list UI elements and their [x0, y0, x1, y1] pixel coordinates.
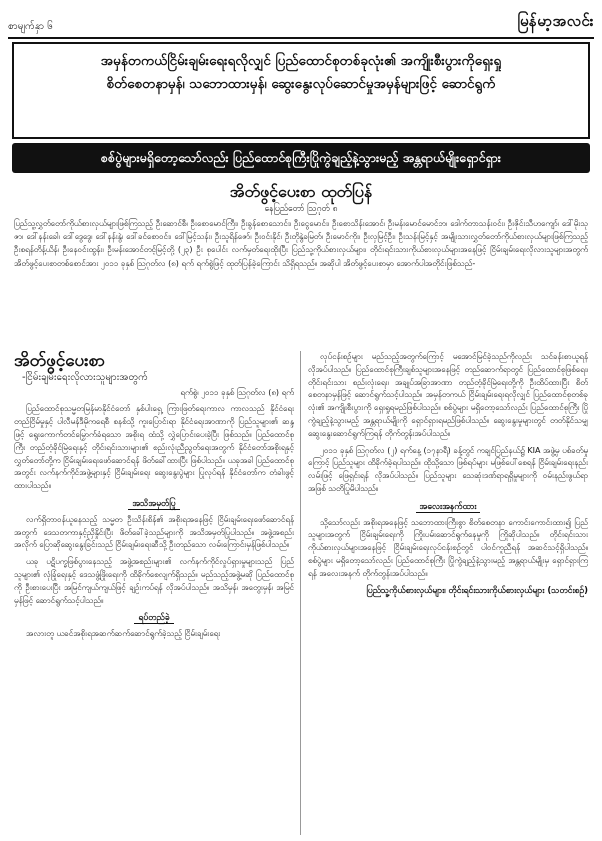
- announcement-title: အိတ်ဖွင့်ပေးစာ ထုတ်ပြန်: [229, 182, 373, 201]
- masthead: မြန်မာ့အလင်း: [517, 12, 594, 30]
- paragraph: အလားတူ ယခင်အစိုးရအဆက်ဆက်ဆောင်ရွက်ခဲ့သည့် ငြိမ်းချမ်းရေး: [26, 629, 221, 639]
- headline-box: [12, 42, 590, 139]
- paragraph: ၂၀၁၁ ခုနှစ် သြဂုတ်လ (၂) ရက်နေ့ (၁၇နာရီ) ခန့်တွင် ကချင်ပြည်နယ်၌ KIA အဖွဲ့မှ ပစ်ခတ်မှုကြောင့် ပြည်သူများ ထိခိုက်ခဲ့ရပါသည်။ ထိုသို့သော ဖြစ်ရပ်များ မဖြစ်ပေါ်စေရန် ငြိမ်းချမ်းရေးနည်းလမ်းဖြင့် ဖြေရှင်းရန် လိုအပ်ပါသည်။ ပြည်သူများ သေဆုံးဒဏ်ရာရရှိမှုများကို ဝမ်းနည်းဖွယ်ရာအဖြစ် သတိပြုမိပါသည်။: [308, 445, 588, 493]
- signature: ပြည်သူ့ကိုယ်စားလှယ်များ၊ တိုင်းရင်းသားကိုယ်စားလှယ်များ (သတင်းစဉ်): [366, 585, 588, 596]
- paragraph: သို့သော်လည်း အစိုးရအနေဖြင့် သဘောထားကြီးစွာ စိတ်စေတနာ ကောင်းကောင်းထား၍ ပြည်သူများအတွက် ငြိမ်းချမ်းရေးကို ကြိုးပမ်းဆောင်ရွက်နေမှုကို ကြိုဆိုပါသည်။ တိုင်းရင်းသားကိုယ်စားလှယ်များအနေဖြင့် ငြိမ်းချမ်းရေးလုပ်ငန်းစဉ်တွင် ပါဝင်ကူညီရန် အဆင်သင့်ရှိပါသည်။ စစ်ပွဲများ မရှိတော့သော်လည်း ပြည်ထောင်စုကြီး ပြိုကွဲချည့်နဲ့သွားမည့် အန္တရာယ်မျိုးမှ ရှောင်ရှားကြရန် အလေးအနက် တိုက်တွန်းအပ်ပါသည်။: [308, 517, 588, 578]
- letter-date: ရက်စွဲ၊ ၂၀၁၁ ခုနှစ် သြဂုတ်လ (၈) ရက်: [180, 387, 294, 397]
- section-heading: ရပ်တည်ခဲ့: [14, 612, 294, 625]
- subheadline-banner: စစ်ပွဲများမရှိတော့သော်လည်း ပြည်ထောင်စုကြီးပြိုကွဲချည့်နဲ့သွားမည့် အန္တရာယ်မျိုးရှောင်ရှား: [12, 143, 590, 173]
- section-heading: အလေးအနက်ထား: [308, 501, 588, 514]
- paragraph: လက်ရှိတာဝန်ယူနေသည့် သမ္မတ ဦးသိန်းစိန်၏ အစိုးရအနေဖြင့် ငြိမ်းချမ်းရေးဖော်ဆောင်ရန်အတွက် ဒေသတကာနှင့်ညှိနှိုင်းပြီး ဖိတ်ခေါ်ခဲ့သည်များကို အသိအမှတ်ပြုပါသည်။ အဖွဲ့အစည်းအလိုက် ပြောဆိုဆွေးနွေးခြင်းသည် ငြိမ်းချမ်းရေးဆီသို့ ဦးတည်သော လမ်းကြောင်းမှန်ဖြစ်ပါသည်။: [14, 514, 294, 550]
- continued-marker: (သတင်းစဉ်): [547, 585, 588, 596]
- left-column: [14, 351, 294, 835]
- paragraph: လုပ်ငန်းစဉ်များ မည်သည့်အတွက်ကြောင့် မအောင်မြင်ခဲ့သည်ကိုလည်း သင်ခန်းစာယူရန် လိုအပ်ပါသည်။ ပြည်ထောင်စုကြီးချစ်သူများအနေဖြင့် တည်ဆောက်ရာတွင် ပြည်ထောင်စုဖြစ်ရေး၊ တိုင်းရင်းသား စည်းလုံးရေး၊ အချုပ်အခြာအာဏာ တည်တံ့ခိုင်မြဲရေးတို့ကို ဦးထိပ်ထားပြီး စိတ်စေတနာမှန်ဖြင့် ဆောင်ရွက်သင့်ပါသည်။ အမှန်တကယ် ငြိမ်းချမ်းရေးရလိုလျှင် ပြည်ထောင်စုတစ်ခုလုံး၏ အကျိုးစီးပွားကို ရှေးရှုရမည်ဖြစ်ပါသည်။ စစ်ပွဲများ မရှိတော့သော်လည်း ပြည်ထောင်စုကြီး ပြိုကွဲချည့်နဲ့သွားမည့် အန္တရာယ်မျိုးကို ရှောင်ရှားရမည်ဖြစ်ပါသည်။ ဆွေးနွေးမှုများတွင် တတ်နိုင်သမျှ ဆွေးနွေးဆောင်ရွက်ကြရန် တိုက်တွန်းအပ်ပါသည်။: [308, 352, 588, 438]
- letter-addressee: -ငြိမ်းချမ်းရေးလိုလားသူများအတွက်: [22, 371, 148, 383]
- paragraph: ပြည်ထောင်စုသမ္မတမြန်မာနိုင်ငံတော် နှစ်ပါးရှေ့ ကြားဖြတ်ရေးကာလ ကာလသည် နိုင်ငံရေးတည်ငြိမ်မှုနှင့် ပါလီမန်ဒီမိုကရေစီ စနစ်သို့ ကူးပြောင်းရာ နိုင်ငံရေးအာဏာကို ပြည်သူများ၏ ဆန္ဒဖြင့် ရွေးကောက်တင်မြှောက်ခံရသော အစိုးရ ထံသို့ လွှဲပြောင်းပေးခဲ့ပြီး ဖြစ်သည်။ ပြည်ထောင်စုကြီး တည်တံ့ခိုင်မြဲရေးနှင့် တိုင်းရင်းသားများ၏ စည်းလုံးညီညွတ်ရေးအတွက် နိုင်ငံတော်အစိုးရနှင့် လွှတ်တော်တို့က ငြိမ်းချမ်းရေးဖော်ဆောင်ရန် ဖိတ်ခေါ်ထားပြီး ဖြစ်ပါသည်။ ယခုအခါ ပြည်ထောင်စုအတွင်း လက်နက်ကိုင်အဖွဲ့များနှင့် ငြိမ်းချမ်းရေး ဆွေးနွေးပွဲများ ပြုလုပ်ရန် နိုင်ငံတော်က တံခါးဖွင့်ထားပါသည်။: [14, 404, 294, 491]
- page-header: [8, 6, 594, 39]
- paragraph: ယခု ပဋိပက္ခဖြစ်ပွားနေသည့် အဖွဲ့အစည်းများ၏ လက်နက်ကိုင်လှုပ်ရှားမှုများသည် ပြည်သူများ၏ လုံခြုံရေးနှင့် ဒေသဖွံ့ဖြိုးရေးကို ထိခိုက်စေလျက်ရှိသည်။ မည်သည့်အဖွဲ့မဆို ပြည်ထောင်စုကို ဦးစားပေးပြီး အမြင်ကျယ်ကျယ်ဖြင့် ချဉ်းကပ်ရန် လိုအပ်ပါသည်။ အသိမှန်၊ အတွေးမှန်၊ အမြင်မှန်ဖြင့် ဆောင်ရွက်သင့်ပါသည်။: [14, 557, 294, 605]
- column-divider: [300, 351, 301, 835]
- headline-line-1: အမှန်တကယ်ငြိမ်းချမ်းရေးရလိုလျှင် ပြည်ထောင်စုတစ်ခုလုံး၏ အကျိုးစီးပွားကိုရှေးရှု: [100, 53, 502, 69]
- headline-line-2: စိတ်စေတနာမှန်၊ သဘောထားမှန်၊ ဆွေးနွေးလုပ်ဆောင်မှုအမှန်များဖြင့် ဆောင်ရွက်: [106, 76, 496, 92]
- section-heading: အသိအမှတ်ပြု: [14, 498, 294, 511]
- letter-title: အိတ်ဖွင့်ပေးစာ: [14, 351, 106, 371]
- right-column: [308, 351, 588, 835]
- dateline: နေပြည်တော် သြဂုတ် ၈: [264, 204, 338, 214]
- intro-paragraph: ပြည်သူ့လွှတ်တော်ကိုယ်စားလှယ်များဖြစ်ကြသည့် ဦးဆောင်စီ၊ ဦးစောမောင်ကြီး၊ ဦးခွန်စောသောင်း၊ ဦးငွေမောင်း၊ ဦးစောသိန်းအောင်၊ ဦးမန်းမောင်မောင်ဘ၊ ဒေါက်တာသန်းဝင်း၊ ဦးဇိုင်းသီဟကျော်၊ ဒေါ်မိုးသုဇာ၊ ဒေါ်နန်းခေါ၊ ဒေါ်ဒွေဒွေ၊ ဒေါ်နန်းနွဲ၊ ဒေါ်ခင်စောဝင်း၊ ဒေါ်မြင့်သန်း၊ ဦးသူရိန်ဇော်၊ ဦးဝင်းနိုင်၊ ဦးတိုနွဲခမြတ်၊ ဦးမောင်ကိုး၊ ဦးလှမြင့်ဦး၊ ဦးသန်းမြင့်နှင့် အမျိုးသားလွှတ်တော်ကိုယ်စားလှယ်များဖြစ်ကြသည့် ဦးစရန်တိန့်ယိန်၊ ဦးနေဝင်းထွန်း၊ ဦးမန်းအောင်တင့်မြင့်တို့ (၂၃) ဦး စုပေါင်း လက်မှတ်ရေးထိုးပြီး ပြည်သူ့ကိုယ်စားလှယ်များ၊ တိုင်းရင်းသားကိုယ်စားလှယ်များအနေဖြင့် ငြိမ်းချမ်းရေးလိုလားသူများအတွက် အိတ်ဖွင့်ပေးစာတစ်စောင်အား ၂၀၁၁ ခုနှစ် သြဂုတ်လ (၈) ရက် ရက်စွဲဖြင့် ထုတ်ပြန်ခဲ့ကြောင်း သိရှိရသည်။ အဆိုပါ အိတ်ဖွင့်ပေးစာမှာ အောက်ပါအတိုင်းဖြစ်သည်-: [14, 219, 588, 268]
- page-number: စာမျက်နှာ ၆: [8, 21, 53, 32]
